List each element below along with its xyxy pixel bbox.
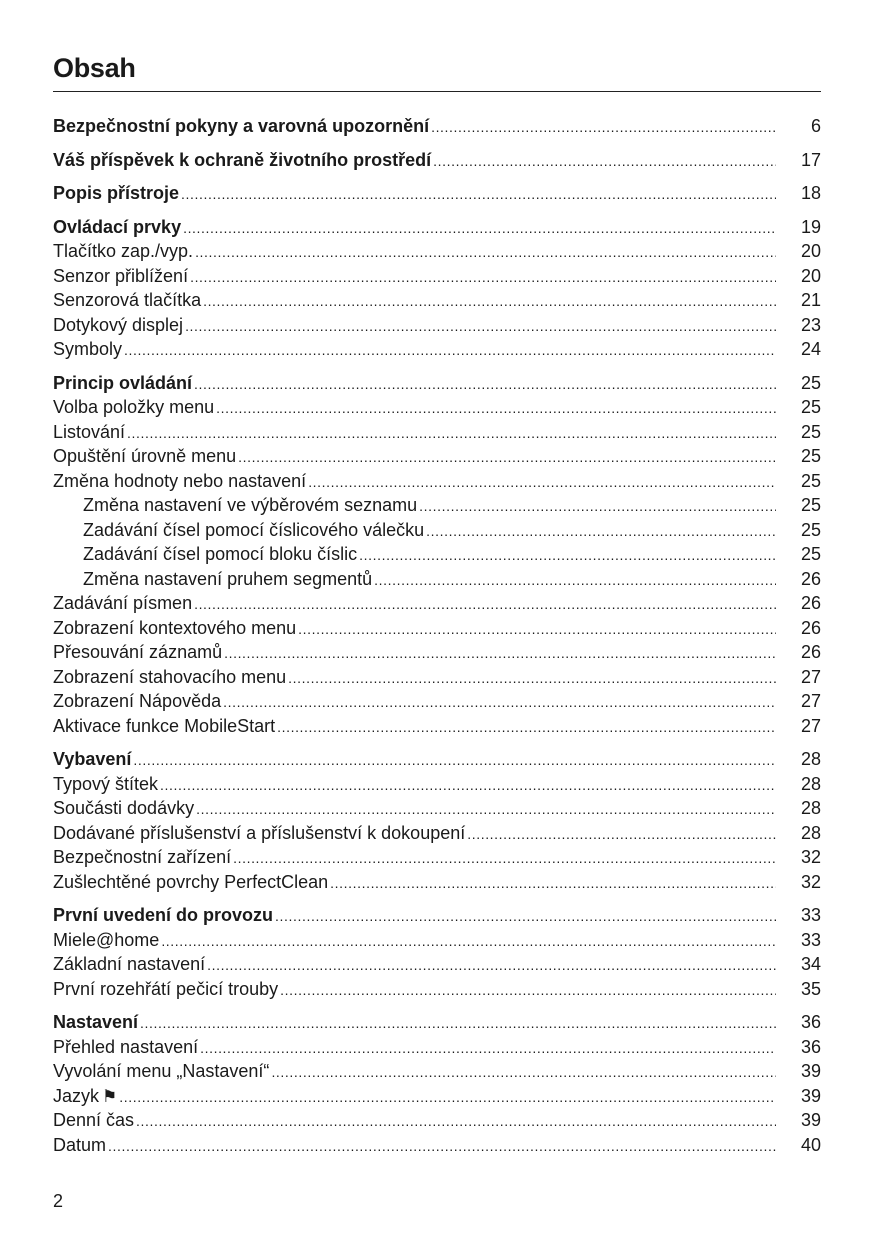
toc-dot-leader — [196, 797, 776, 821]
toc-entry-title — [53, 337, 122, 362]
toc-subentry[interactable] — [53, 977, 821, 1002]
toc-dot-leader — [433, 149, 776, 173]
toc-entry-title — [53, 977, 278, 1002]
toc-entry-title — [53, 1084, 117, 1109]
toc-dot-leader — [238, 445, 776, 469]
toc-entry-label: Popis přístroje — [53, 183, 180, 203]
toc-entry-title — [53, 181, 179, 206]
toc-entry-label: Zobrazení kontextového menu — [53, 617, 297, 638]
toc-chapter-entry[interactable] — [53, 215, 821, 240]
toc-entry-label: Zobrazení Nápověda — [53, 691, 222, 711]
toc-dot-leader — [185, 314, 776, 338]
toc-entry-label: Dodávané příslušenství a příslušenství k dokoupení — [53, 822, 466, 843]
toc-entry-title — [83, 542, 357, 567]
toc-dot-leader — [183, 216, 776, 240]
toc-subentry[interactable] — [53, 337, 821, 362]
toc-entry-title — [53, 1059, 269, 1084]
toc-entry-label: Senzorová tlačítka — [53, 290, 202, 310]
toc-entry-label: Bezpečnostní zařízení — [53, 847, 232, 867]
toc-entry-label: Symboly — [53, 339, 123, 359]
toc-section — [53, 1010, 821, 1157]
toc-page-number: 25 — [800, 397, 821, 417]
toc-dot-leader — [467, 822, 776, 846]
table-of-contents — [53, 114, 821, 1166]
toc-entry-title — [53, 821, 465, 846]
toc-page-number: 17 — [800, 149, 821, 170]
toc-page-number: 39 — [800, 1061, 821, 1081]
toc-entry-label: Volba položky menu — [53, 397, 215, 417]
toc-chapter-entry[interactable] — [53, 903, 821, 928]
toc-dot-leader — [181, 182, 776, 206]
toc-page-number: 28 — [800, 798, 821, 818]
toc-dot-leader — [119, 1085, 776, 1109]
toc-dot-leader — [200, 1036, 776, 1060]
toc-dot-leader — [160, 773, 776, 797]
toc-entry-label: Miele@home — [53, 929, 160, 950]
toc-chapter-entry[interactable] — [53, 371, 821, 396]
toc-entry-title — [53, 371, 192, 396]
toc-subentry[interactable] — [53, 288, 821, 313]
toc-dot-leader — [224, 641, 776, 665]
toc-entry-title — [53, 714, 275, 739]
toc-entry-title — [53, 591, 192, 616]
toc-dot-leader — [374, 568, 776, 592]
toc-dot-leader — [271, 1060, 776, 1084]
toc-page-number: 27 — [800, 715, 821, 736]
toc-dot-leader — [426, 519, 776, 543]
toc-subentry[interactable] — [53, 469, 821, 494]
toc-subentry[interactable] — [53, 591, 821, 616]
toc-entry-label: Základní nastavení — [53, 954, 206, 974]
toc-page-number: 32 — [800, 847, 821, 867]
toc-entry-label: Zadávání čísel pomocí číslicového válečku — [83, 519, 425, 540]
toc-entry-label: Ovládací prvky — [53, 216, 182, 237]
toc-dot-leader — [275, 904, 776, 928]
toc-page-number: 25 — [800, 544, 821, 564]
toc-entry-title — [53, 239, 193, 264]
toc-entry-label: Zadávání čísel pomocí bloku číslic — [83, 544, 358, 564]
toc-entry-label: Zadávání písmen — [53, 593, 193, 613]
toc-entry-title — [53, 444, 236, 469]
toc-dot-leader — [136, 1109, 776, 1133]
toc-subentry[interactable] — [53, 772, 821, 797]
toc-subentry[interactable] — [53, 689, 821, 714]
toc-entry-title — [83, 518, 424, 543]
toc-entry-label: Tlačítko zap./vyp. — [53, 241, 194, 261]
toc-page-number: 39 — [800, 1110, 821, 1130]
toc-dot-leader — [359, 543, 776, 567]
toc-section — [53, 371, 821, 739]
toc-page-number: 39 — [800, 1085, 821, 1106]
toc-entry-title — [53, 903, 273, 928]
toc-subentry[interactable] — [53, 616, 821, 641]
toc-entry-title — [53, 640, 222, 665]
toc-page-number: 20 — [800, 265, 821, 286]
toc-section — [53, 148, 821, 173]
toc-subentry[interactable] — [53, 845, 821, 870]
toc-entry-title — [53, 952, 205, 977]
toc-section — [53, 215, 821, 362]
toc-entry-label: První uvedení do provozu — [53, 905, 274, 925]
toc-page-number: 28 — [800, 822, 821, 843]
toc-dot-leader — [298, 617, 776, 641]
toc-subentry[interactable] — [53, 870, 821, 895]
toc-page-number: 21 — [800, 290, 821, 310]
toc-subentry[interactable] — [53, 1059, 821, 1084]
toc-entry-title — [53, 288, 201, 313]
toc-subentry[interactable] — [53, 952, 821, 977]
toc-entry-title — [53, 747, 131, 772]
toc-dot-leader — [223, 690, 776, 714]
toc-entry-label: Jazyk — [53, 1085, 100, 1106]
toc-entry-title — [53, 114, 429, 139]
toc-entry-label: Změna nastavení ve výběrovém seznamu — [83, 495, 418, 515]
toc-dot-leader — [233, 846, 776, 870]
toc-dot-leader — [216, 396, 776, 420]
toc-entry-label: Zušlechtěné povrchy PerfectClean — [53, 871, 329, 892]
toc-page-number: 35 — [800, 978, 821, 999]
toc-page-number: 26 — [800, 593, 821, 613]
toc-entry-label: Vyvolání menu „Nastavení“ — [53, 1061, 270, 1081]
toc-dot-leader — [207, 953, 776, 977]
toc-page-number: 28 — [800, 773, 821, 794]
toc-subentry[interactable] — [53, 640, 821, 665]
toc-subsubentry[interactable] — [53, 493, 821, 518]
toc-subentry[interactable] — [53, 1133, 821, 1158]
toc-dot-leader — [419, 494, 776, 518]
toc-page-number: 26 — [800, 568, 821, 589]
toc-page-number: 36 — [800, 1012, 821, 1032]
toc-subentry[interactable] — [53, 1108, 821, 1133]
toc-chapter-entry[interactable] — [53, 747, 821, 772]
toc-dot-leader — [308, 470, 776, 494]
page-title: Obsah — [53, 53, 136, 83]
toc-dot-leader — [140, 1011, 776, 1035]
toc-subentry[interactable] — [53, 313, 821, 338]
toc-entry-label: Přesouvání záznamů — [53, 642, 223, 662]
toc-page-number: 26 — [800, 642, 821, 662]
toc-subsubentry[interactable] — [53, 542, 821, 567]
toc-entry-label: Změna nastavení pruhem segmentů — [83, 568, 373, 589]
toc-section — [53, 114, 821, 139]
toc-entry-label: Typový štítek — [53, 773, 159, 794]
toc-dot-leader — [133, 748, 776, 772]
toc-entry-title — [53, 469, 306, 494]
toc-page-number: 25 — [800, 421, 821, 442]
toc-dot-leader — [195, 240, 776, 264]
toc-entry-title — [53, 420, 125, 445]
toc-entry-label: Váš příspěvek k ochraně životního prostředí — [53, 149, 432, 170]
toc-entry-title — [53, 313, 183, 338]
toc-page-number: 40 — [800, 1134, 821, 1155]
toc-page-number: 26 — [800, 617, 821, 638]
toc-entry-label: Změna hodnoty nebo nastavení — [53, 470, 307, 491]
toc-entry-label: Aktivace funkce MobileStart — [53, 715, 276, 736]
toc-chapter-entry[interactable] — [53, 148, 821, 173]
toc-entry-title — [83, 567, 372, 592]
toc-dot-leader — [194, 372, 776, 396]
toc-entry-title — [53, 845, 231, 870]
toc-dot-leader — [124, 338, 776, 362]
toc-entry-label: Dotykový displej — [53, 314, 184, 335]
toc-subentry[interactable] — [53, 1084, 821, 1109]
toc-subentry[interactable] — [53, 821, 821, 846]
toc-subentry[interactable] — [53, 1035, 821, 1060]
toc-page-number: 25 — [800, 519, 821, 540]
toc-entry-title — [53, 796, 194, 821]
toc-subentry[interactable] — [53, 796, 821, 821]
toc-page-number: 20 — [800, 241, 821, 261]
toc-entry-label: Nastavení — [53, 1012, 139, 1032]
toc-page-number: 23 — [800, 314, 821, 335]
toc-entry-label: Denní čas — [53, 1110, 135, 1130]
toc-entry-title — [53, 395, 214, 420]
toc-page-number: 25 — [800, 495, 821, 515]
toc-entry-title — [53, 616, 296, 641]
toc-page-number: 25 — [800, 372, 821, 393]
toc-subentry[interactable] — [53, 239, 821, 264]
toc-entry-label: Senzor přiblížení — [53, 265, 189, 286]
toc-page-number: 19 — [800, 216, 821, 237]
toc-entry-label: Opuštění úrovně menu — [53, 446, 237, 466]
toc-dot-leader — [203, 289, 776, 313]
toc-dot-leader — [280, 978, 776, 1002]
toc-chapter-entry[interactable] — [53, 114, 821, 139]
toc-page-number: 34 — [800, 954, 821, 974]
toc-entry-label: Vybavení — [53, 749, 132, 769]
toc-entry-title — [53, 148, 431, 173]
toc-page-number: 24 — [800, 339, 821, 359]
toc-subentry[interactable] — [53, 714, 821, 739]
toc-page-number: 33 — [800, 905, 821, 925]
toc-subentry[interactable] — [53, 395, 821, 420]
toc-page-number: 18 — [800, 183, 821, 203]
page-number: 2 — [53, 1191, 64, 1211]
toc-section — [53, 181, 821, 206]
toc-entry-title — [53, 264, 188, 289]
title-divider — [53, 91, 821, 92]
toc-section — [53, 903, 821, 1001]
toc-entry-title — [83, 493, 417, 518]
toc-page-number: 25 — [800, 470, 821, 491]
toc-entry-title — [53, 928, 159, 953]
toc-page-number: 32 — [800, 871, 821, 892]
toc-entry-title — [53, 689, 221, 714]
toc-entry-label: První rozehřátí pečicí trouby — [53, 978, 279, 999]
toc-entry-title — [53, 1133, 106, 1158]
toc-chapter-entry[interactable] — [53, 1010, 821, 1035]
toc-subsubentry[interactable] — [53, 518, 821, 543]
toc-dot-leader — [194, 592, 776, 616]
toc-subentry[interactable] — [53, 928, 821, 953]
toc-entry-title — [53, 870, 328, 895]
toc-entry-label: Bezpečnostní pokyny a varovná upozornění — [53, 116, 430, 136]
toc-page-number: 36 — [800, 1036, 821, 1057]
toc-dot-leader — [161, 929, 776, 953]
toc-chapter-entry[interactable] — [53, 181, 821, 206]
toc-subentry[interactable] — [53, 444, 821, 469]
toc-subentry[interactable] — [53, 264, 821, 289]
toc-entry-title — [53, 772, 158, 797]
toc-page-number: 25 — [800, 446, 821, 466]
toc-dot-leader — [127, 421, 776, 445]
flag-icon: ⚑ — [102, 1086, 118, 1106]
toc-page-number: 6 — [810, 116, 821, 136]
toc-subsubentry[interactable] — [53, 567, 821, 592]
toc-entry-label: Přehled nastavení — [53, 1036, 199, 1057]
toc-entry-title — [53, 1035, 198, 1060]
toc-page-number: 27 — [800, 691, 821, 711]
toc-dot-leader — [431, 115, 776, 139]
toc-entry-label: Listování — [53, 421, 126, 442]
toc-page-number: 27 — [800, 666, 821, 687]
toc-entry-label: Zobrazení stahovacího menu — [53, 666, 287, 687]
toc-entry-label: Součásti dodávky — [53, 798, 195, 818]
toc-page-number: 33 — [800, 929, 821, 950]
toc-entry-title — [53, 1010, 138, 1035]
toc-dot-leader — [108, 1134, 776, 1158]
toc-entry-label: Datum — [53, 1134, 107, 1155]
toc-dot-leader — [330, 871, 776, 895]
toc-subentry[interactable] — [53, 420, 821, 445]
toc-entry-label: Princip ovládání — [53, 372, 193, 393]
toc-dot-leader — [277, 715, 776, 739]
toc-entry-title — [53, 215, 181, 240]
toc-subentry[interactable] — [53, 665, 821, 690]
toc-entry-title — [53, 1108, 134, 1133]
toc-section — [53, 747, 821, 894]
toc-dot-leader — [288, 666, 776, 690]
toc-page-number: 28 — [800, 749, 821, 769]
toc-entry-title — [53, 665, 286, 690]
toc-dot-leader — [190, 265, 776, 289]
